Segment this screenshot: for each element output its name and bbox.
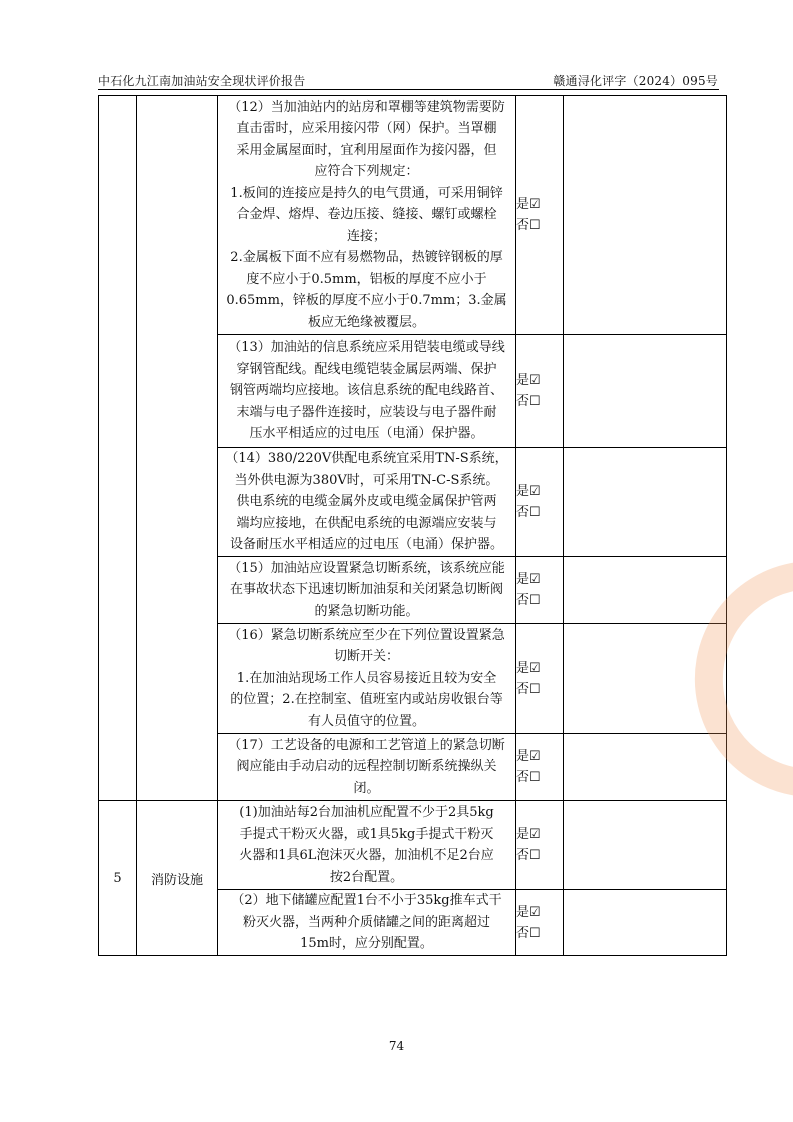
requirement-line: 末端与电子器件连接时，应装设与电子器件耐: [236, 404, 497, 420]
requirement-line: 手提式干粉灭火器，或1具5kg手提式干粉灭: [239, 826, 494, 842]
requirement-line: 按2台配置。: [329, 869, 404, 885]
no-unchecked-box[interactable]: 否☐: [516, 505, 541, 520]
yes-checked-box[interactable]: 是☑: [516, 484, 541, 499]
requirement-line: 钢管两端均应接地。该信息系统的配电线路首、: [229, 383, 503, 399]
remark-cell: [564, 801, 727, 890]
compliance-cell: [516, 448, 564, 557]
yes-checked-box[interactable]: 是☑: [516, 904, 541, 920]
requirement-line: 1.板间的连接应是持久的电气贯通，可采用铜锌: [230, 185, 503, 201]
requirement-line: 的位置；2.在控制室、值班室内或站房收银台等: [230, 692, 503, 708]
requirement-line: （2）地下储罐应配置1台不小于35kg推车式干: [231, 893, 502, 909]
requirement-line: （13）加油站的信息系统应采用铠装电缆或导线: [228, 340, 505, 356]
requirement-cell: [218, 448, 516, 557]
no-unchecked-box[interactable]: 否☐: [516, 593, 541, 608]
remark-cell: [564, 890, 727, 956]
requirement-line: 供电系统的电缆金属外皮或电缆金属保护管两: [236, 494, 497, 510]
requirement-line: 切断开关：: [333, 649, 399, 665]
requirement-line: 闭。: [353, 780, 380, 796]
requirement-line: 粉灭火器，当两种介质储罐之间的距离超过: [242, 914, 490, 930]
table-row: [99, 96, 727, 335]
requirement-line: 阀应能由手动启动的远程控制切断系统操纵关: [236, 759, 497, 775]
remark-cell: [564, 624, 727, 734]
requirement-cell: [218, 557, 516, 624]
compliance-cell: [516, 335, 564, 448]
compliance-cell: [516, 890, 564, 956]
requirement-line: 穿钢管配线。配线电缆铠装金属层两端、保护: [236, 361, 497, 377]
table-row: [99, 801, 727, 890]
requirement-line: 在事故状态下迅速切断加油泵和关闭紧急切断阀: [229, 582, 503, 598]
page-number: 74: [388, 1039, 405, 1053]
item-name-cell: [137, 96, 218, 801]
page-header: [98, 70, 718, 90]
section-number: 5: [99, 801, 137, 956]
requirement-line: 1.在加油站现场工作人员容易接近且较为安全: [236, 670, 497, 686]
report-number: 赣通浔化评字（2024）095号: [553, 74, 718, 88]
requirement-line: 当外供电源为380V时，可采用TN-C-S系统。: [234, 472, 499, 488]
compliance-cell: [516, 801, 564, 890]
requirement-line: 15m时，应分别配置。: [300, 936, 433, 952]
yes-checked-box[interactable]: 是☑: [516, 827, 541, 842]
requirement-cell: [218, 890, 516, 956]
requirement-line: 度不应小于0.5mm，铝板的厚度不应小于: [246, 271, 487, 287]
report-title: 中石化九江南加油站安全现状评价报告: [98, 74, 306, 88]
requirement-line: 应符合下列规定：: [314, 164, 419, 180]
yes-checked-box[interactable]: 是☑: [516, 572, 541, 587]
requirement-line: （14）380/220V供配电系统宜采用TN-S系统，: [225, 451, 508, 467]
no-unchecked-box[interactable]: 否☐: [516, 681, 541, 697]
compliance-cell: [516, 624, 564, 734]
section-name: 消防设施: [137, 801, 218, 956]
requirement-line: 压水平相适应的过电压（电涌）保护器。: [249, 426, 484, 442]
header-rule: [98, 89, 719, 90]
compliance-cell: [516, 557, 564, 624]
requirement-cell: [218, 734, 516, 801]
yes-checked-box[interactable]: 是☑: [516, 197, 541, 212]
requirement-line: 设备耐压水平相适应的过电压（电涌）保护器。: [229, 537, 503, 553]
requirement-line: 的紧急切断功能。: [314, 603, 419, 619]
remark-cell: [564, 96, 727, 335]
requirement-line: 火器和1具6L泡沫灭火器，加油机不足2台应: [239, 848, 494, 863]
requirement-line: 有人员值守的位置。: [307, 713, 425, 729]
requirement-line: (1)加油站每2台加油机应配置不少于2具5kg: [239, 805, 494, 820]
requirement-line: 板应无绝缘被覆层。: [307, 314, 425, 330]
no-unchecked-box[interactable]: 否☐: [516, 925, 541, 941]
compliance-cell: [516, 96, 564, 335]
requirement-line: （12）当加油站内的站房和罩棚等建筑物需要防: [228, 99, 505, 115]
requirement-cell: [218, 801, 516, 890]
compliance-cell: [516, 734, 564, 801]
requirement-line: 连接；: [346, 228, 386, 244]
requirement-line: 端均应接地，在供配电系统的电源端应安装与: [236, 515, 497, 531]
requirement-line: （15）加油站应设置紧急切断系统，该系统应能: [228, 560, 505, 576]
yes-checked-box[interactable]: 是☑: [516, 373, 541, 388]
requirement-line: 直击雷时，应采用接闪带（网）保护。当罩棚: [236, 121, 497, 137]
requirement-line: 0.65mm，锌板的厚度不应小于0.7mm；3.金属: [226, 293, 507, 309]
remark-cell: [564, 335, 727, 448]
yes-checked-box[interactable]: 是☑: [516, 749, 541, 764]
no-unchecked-box[interactable]: 否☐: [516, 848, 541, 863]
requirement-line: 合金焊、熔焊、卷边压接、缝接、螺钉或螺栓: [236, 207, 497, 223]
item-number-cell: [99, 96, 137, 801]
requirement-line: 2.金属板下面不应有易燃物品，热镀锌钢板的厚: [230, 250, 503, 266]
no-unchecked-box[interactable]: 否☐: [516, 770, 541, 785]
requirement-line: 采用金属屋面时，宜利用屋面作为接闪器，但: [236, 142, 497, 158]
requirement-cell: [218, 96, 516, 335]
requirement-line: （16）紧急切断系统应至少在下列位置设置紧急: [228, 627, 505, 643]
remark-cell: [564, 734, 727, 801]
remark-cell: [564, 557, 727, 624]
requirement-line: （17）工艺设备的电源和工艺管道上的紧急切断: [228, 737, 505, 753]
requirement-cell: [218, 335, 516, 448]
checklist-table: [98, 95, 727, 956]
remark-cell: [564, 448, 727, 557]
no-unchecked-box[interactable]: 否☐: [516, 394, 541, 409]
no-unchecked-box[interactable]: 否☐: [516, 218, 541, 233]
yes-checked-box[interactable]: 是☑: [516, 660, 541, 676]
requirement-cell: [218, 624, 516, 734]
